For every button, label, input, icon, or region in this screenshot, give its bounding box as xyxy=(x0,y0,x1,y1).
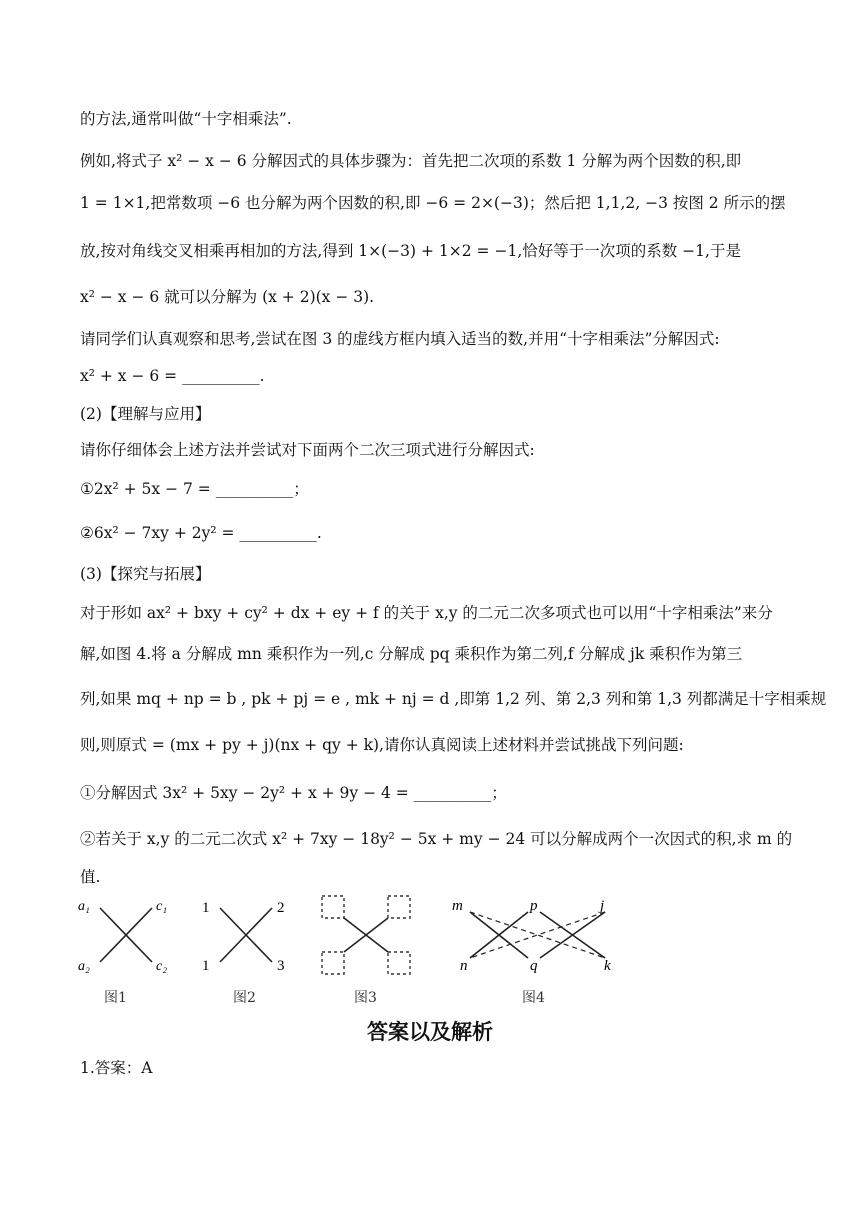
text-line: ①分解因式 3x² + 5xy − 2y² + x + 9y − 4 = __________； xyxy=(80,784,507,802)
figure-1-caption: 图1 xyxy=(104,990,127,1006)
text-line: x² − x − 6 就可以分解为 (x + 2)(x − 3). xyxy=(80,288,375,306)
figure-2-label-br: 3 xyxy=(277,958,285,974)
figure-2 xyxy=(202,900,285,1006)
figure-1 xyxy=(78,899,167,1006)
text-line: x² + x − 6 = __________. xyxy=(80,367,265,385)
cross-multiplication-figures xyxy=(70,890,630,1010)
text-line: 则,则原式 = (mx + py + j)(nx + qy + k),请你认真阅读上述材料并尝试挑战下列问题: xyxy=(80,736,684,754)
answer-line: 1.答案：A xyxy=(80,1059,153,1077)
dashed-box-bottom-left xyxy=(322,952,344,974)
figure-4-caption: 图4 xyxy=(522,990,545,1006)
figure-3-caption: 图3 xyxy=(354,990,377,1006)
text-line: 对于形如 ax² + bxy + cy² + dx + ey + f 的关于 x,y 的二元二次多项式也可以用“十字相乘法”来分 xyxy=(80,604,773,622)
figure-4-label-p: p xyxy=(530,898,538,914)
figure-2-label-tl: 1 xyxy=(202,900,210,916)
figure-4-label-q: q xyxy=(530,958,538,974)
text-line: ①2x² + 5x − 7 = __________； xyxy=(80,480,309,498)
text-line: 1 = 1×1,把常数项 −6 也分解为两个因数的积,即 −6 = 2×(−3)；然后把 1,1,2, −3 按图 2 所示的摆 xyxy=(80,194,786,212)
figure-4-label-j: j xyxy=(600,898,605,914)
dashed-box-bottom-right xyxy=(388,952,410,974)
section-heading: (3)【探究与拓展】 xyxy=(80,565,211,583)
figure-4-label-n: n xyxy=(460,958,468,974)
figure-2-label-bl: 1 xyxy=(202,958,210,974)
text-line: 解,如图 4.将 a 分解成 mn 乘积作为一列,c 分解成 pq 乘积作为第二列,f 分解成 jk 乘积作为第三 xyxy=(80,645,743,663)
figure-2-label-tr: 2 xyxy=(277,900,285,916)
figure-2-caption: 图2 xyxy=(233,990,256,1006)
text-line: 放,按对角线交叉相乘再相加的方法,得到 1×(−3) + 1×2 = −1,恰好等于一次项的系数 −1,于是 xyxy=(80,242,741,260)
figure-1-label-br: c₂ xyxy=(156,959,168,974)
figure-1-label-tl: a₁ xyxy=(78,899,90,914)
figure-1-label-tr: c₁ xyxy=(156,899,168,914)
figure-4-label-k: k xyxy=(604,958,611,974)
text-line: 值. xyxy=(80,868,101,886)
text-line: 的方法,通常叫做“十字相乘法”. xyxy=(80,110,292,128)
dashed-box-top-right xyxy=(388,896,410,918)
figure-4-label-m: m xyxy=(452,898,463,914)
text-line: 例如,将式子 x² − x − 6 分解因式的具体步骤为：首先把二次项的系数 1 分解为两个因数的积,即 xyxy=(80,152,742,170)
text-line: ②6x² − 7xy + 2y² = __________. xyxy=(80,524,322,542)
text-line: 列,如果 mq + np = b , pk + pj = e , mk + nj = d ,即第 1,2 列、第 2,3 列和第 1,3 列都满足十字相乘规 xyxy=(80,690,827,708)
text-line: 请你仔细体会上述方法并尝试对下面两个二次三项式进行分解因式: xyxy=(80,441,535,459)
figure-3 xyxy=(322,896,410,1006)
figure-1-label-bl: a₂ xyxy=(78,959,90,974)
section-heading: (2)【理解与应用】 xyxy=(80,405,211,423)
text-line: 请同学们认真观察和思考,尝试在图 3 的虚线方框内填入适当的数,并用“十字相乘法”分解因式: xyxy=(80,330,720,348)
answer-section-title: 答案以及解析 xyxy=(367,1020,493,1044)
text-line: ②若关于 x,y 的二元二次式 x² + 7xy − 18y² − 5x + my − 24 可以分解成两个一次因式的积,求 m 的 xyxy=(80,830,793,848)
figure-4 xyxy=(452,898,611,1006)
dashed-box-top-left xyxy=(322,896,344,918)
